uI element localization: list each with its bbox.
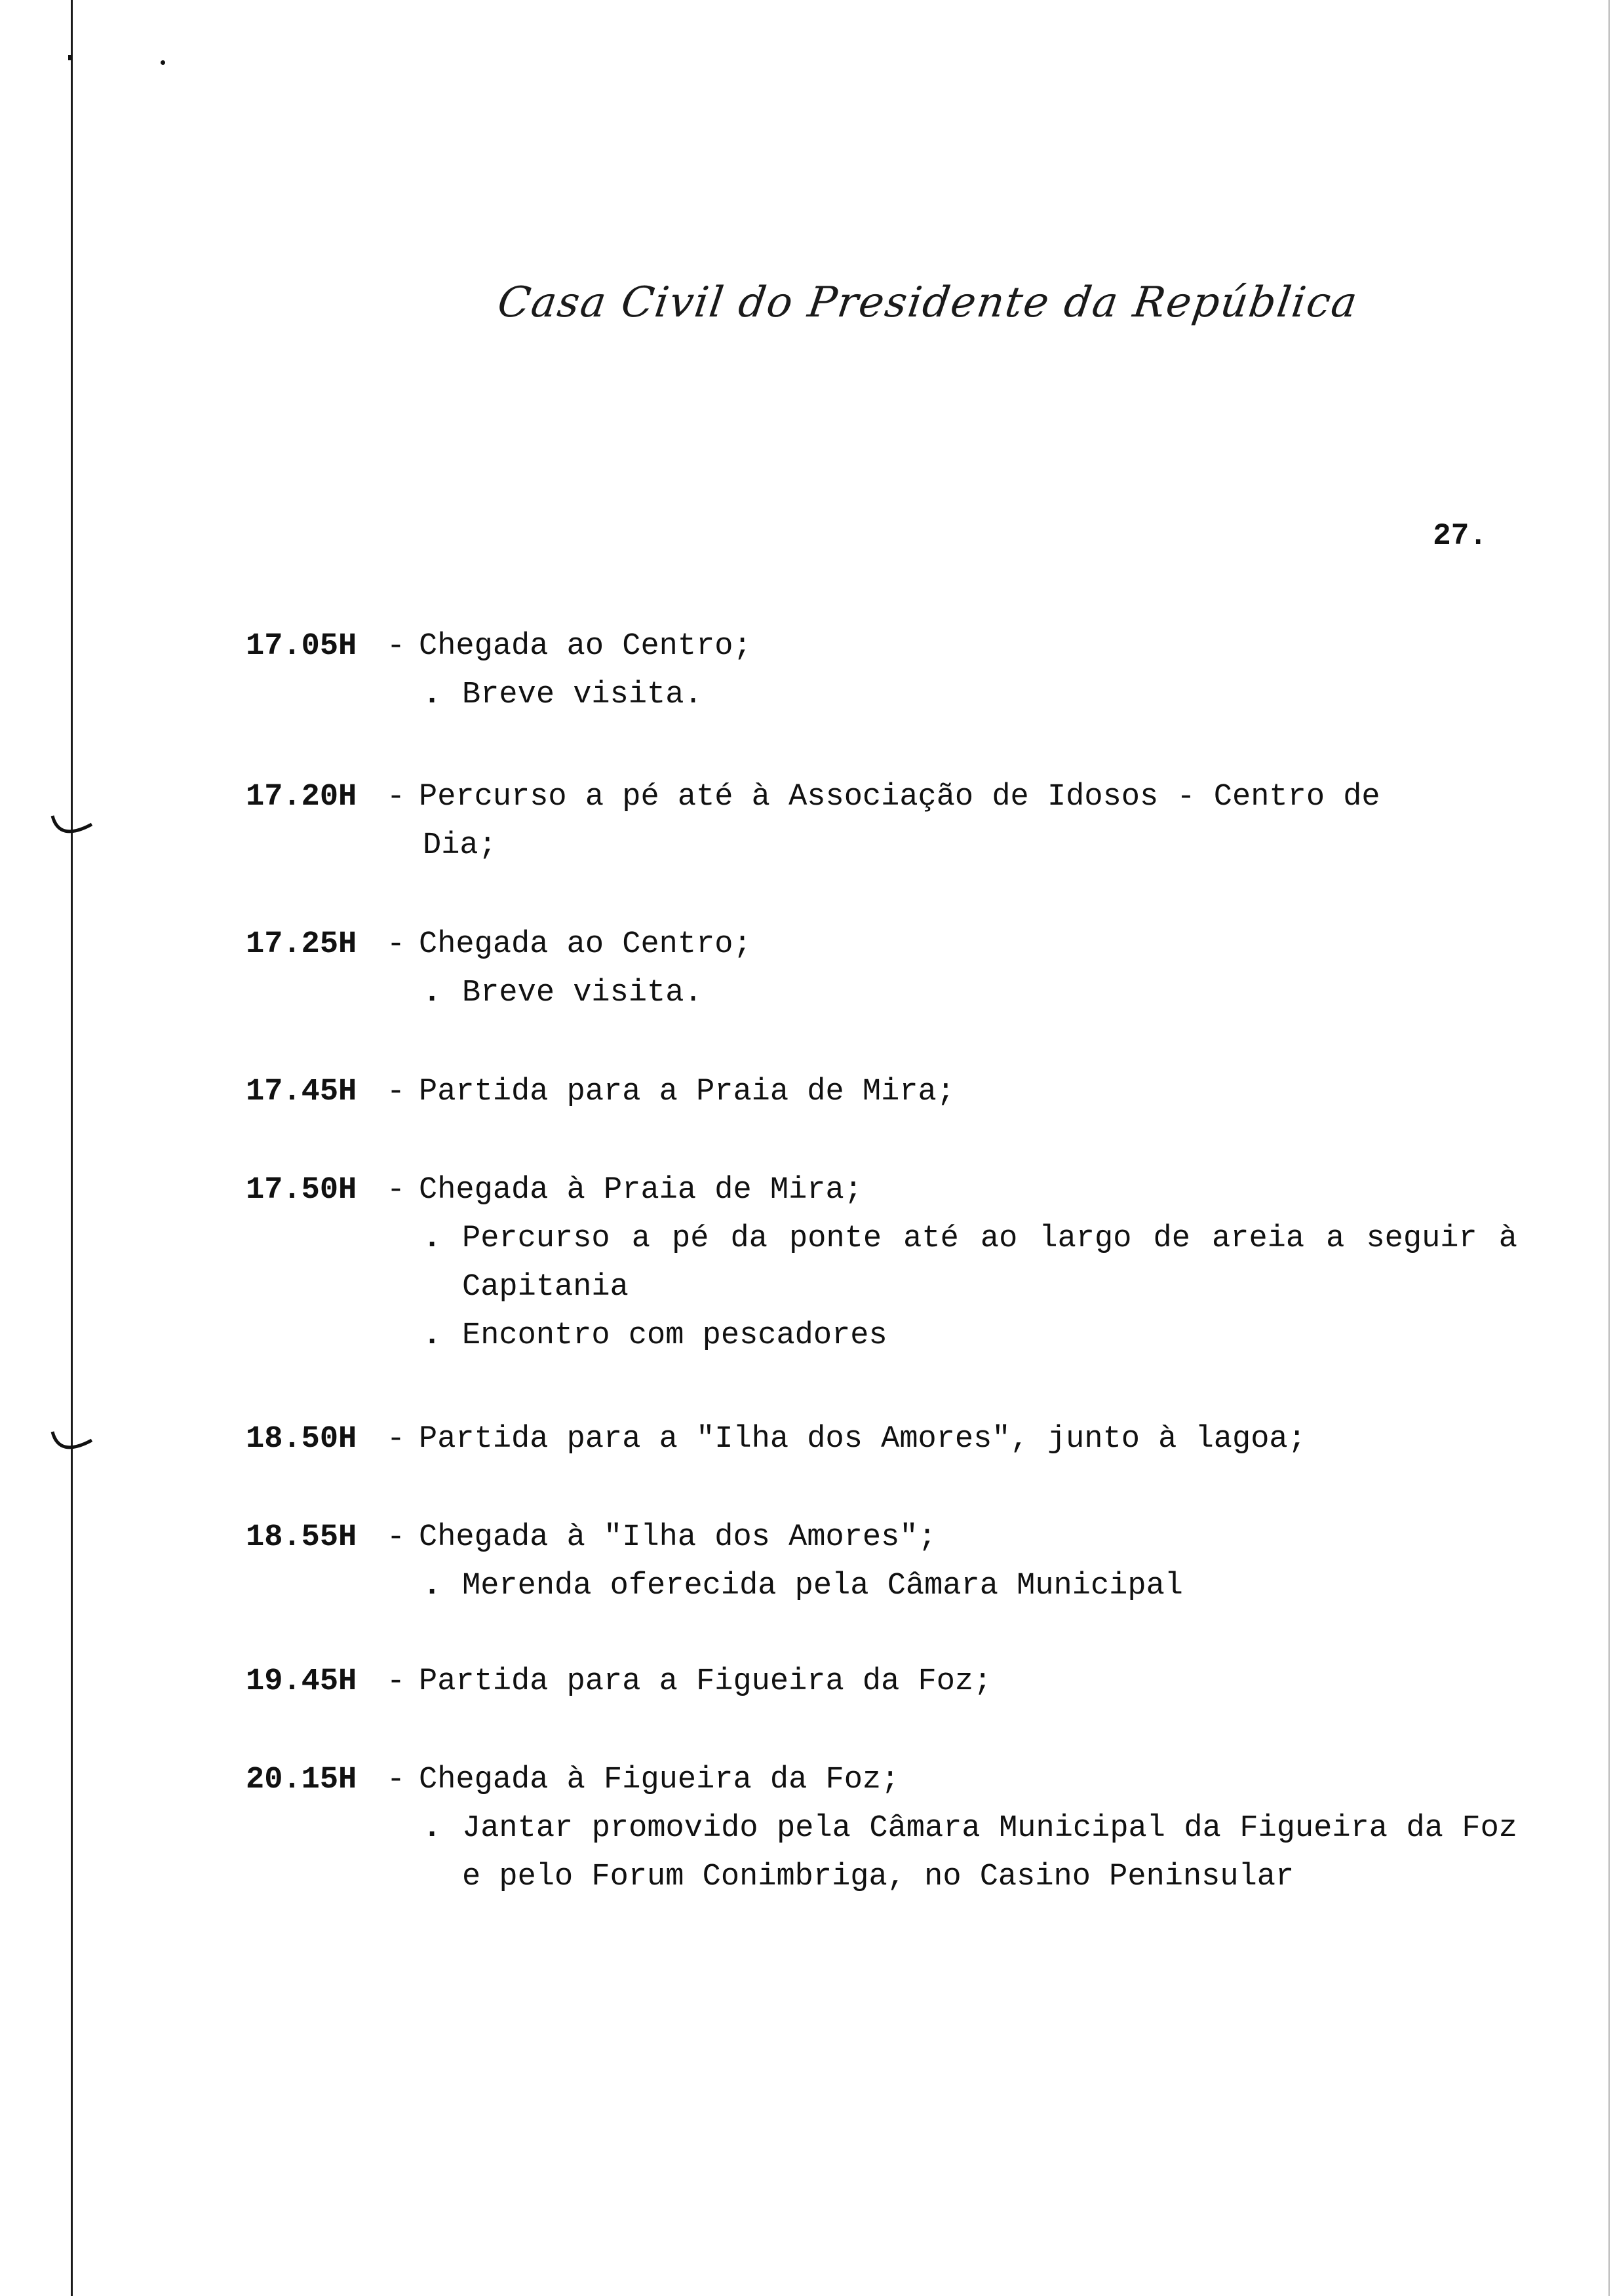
entry-text: Partida para a "Ilha dos Amores", junto à lagoa; — [419, 1422, 1306, 1457]
entry-dash: - — [386, 1664, 406, 1699]
entry-dash: - — [386, 1173, 406, 1208]
schedule-entry — [246, 1166, 1517, 1360]
entry-time: 17.05H — [246, 629, 357, 664]
entry-text: Chegada à Figueira da Foz; — [419, 1763, 900, 1797]
entry-main-line — [246, 1068, 1517, 1117]
schedule-entry — [246, 773, 1517, 870]
schedule-entry — [246, 1514, 1517, 1611]
entry-time: 19.45H — [246, 1664, 357, 1699]
entry-text: Chegada ao Centro; — [419, 629, 752, 664]
entry-dash: - — [386, 1763, 406, 1797]
subitem-text: Breve visita. — [462, 678, 703, 712]
punch-hole-mark-lower — [46, 1428, 98, 1468]
entry-subitem — [423, 1312, 1517, 1360]
subitem-text: Encontro com pescadores — [462, 1318, 887, 1353]
entry-dash: - — [386, 1520, 406, 1555]
entry-time: 18.55H — [246, 1520, 357, 1555]
schedule-entry — [246, 1658, 1517, 1706]
entry-main-line — [246, 1658, 1517, 1706]
entry-dash: - — [386, 1422, 406, 1457]
subitem-bullet: . — [423, 1569, 442, 1603]
entry-text: Chegada à Praia de Mira; — [419, 1173, 863, 1208]
entry-time: 18.50H — [246, 1422, 357, 1457]
entry-main-line — [246, 1756, 1517, 1805]
subitem-text: Breve visita. — [462, 976, 703, 1010]
subitem-text: Percurso a pé da ponte até ao largo de areia a seguir à Capitania — [462, 1221, 1517, 1305]
entry-main-line — [246, 1415, 1517, 1464]
subitem-text: Merenda oferecida pela Câmara Municipal — [462, 1569, 1183, 1603]
entry-time: 17.25H — [246, 927, 357, 962]
entry-main-line — [246, 921, 1517, 969]
entry-dash: - — [386, 927, 406, 962]
entry-subitem — [423, 1805, 1517, 1902]
entry-text: Partida para a Figueira da Foz; — [419, 1664, 992, 1699]
letterhead: Casa Civil do Presidente da República — [494, 278, 1361, 327]
schedule-entry — [246, 1415, 1517, 1464]
ink-speck — [68, 55, 72, 60]
subitem-bullet: . — [423, 976, 442, 1010]
entry-time: 17.20H — [246, 780, 357, 814]
binder-margin-line — [71, 0, 73, 2296]
entry-time: 17.50H — [246, 1173, 357, 1208]
entry-subitem — [423, 969, 1517, 1018]
entry-subitem — [423, 671, 1517, 719]
schedule-entry — [246, 921, 1517, 1018]
schedule-entry — [246, 622, 1517, 719]
punch-hole-mark-upper — [46, 813, 98, 852]
subitem-bullet: . — [423, 1221, 442, 1256]
entry-text: Partida para a Praia de Mira; — [419, 1075, 955, 1109]
ink-speck — [161, 60, 165, 65]
subitem-bullet: . — [423, 678, 442, 712]
entry-dash: - — [386, 780, 406, 814]
entry-subitem — [423, 1215, 1517, 1312]
subitem-bullet: . — [423, 1318, 442, 1353]
entry-dash: - — [386, 629, 406, 664]
page-number: 27. — [1433, 519, 1487, 553]
entry-text: Chegada à "Ilha dos Amores"; — [419, 1520, 937, 1555]
entry-main-line — [246, 1166, 1517, 1215]
entry-text-continuation: Dia; — [423, 828, 497, 863]
entry-time: 17.45H — [246, 1075, 357, 1109]
schedule-entry — [246, 1756, 1517, 1902]
right-edge-line — [1608, 0, 1610, 2296]
entry-dash: - — [386, 1075, 406, 1109]
entry-time: 20.15H — [246, 1763, 357, 1797]
entry-main-line — [246, 622, 1517, 671]
schedule-entry — [246, 1068, 1517, 1117]
subitem-bullet: . — [423, 1811, 442, 1846]
entry-subitem — [423, 1562, 1517, 1611]
entry-main-line — [246, 1514, 1517, 1562]
entry-main-line — [246, 773, 1517, 822]
entry-text: Chegada ao Centro; — [419, 927, 752, 962]
entry-text: Percurso a pé até à Associação de Idosos - Centro de — [419, 780, 1380, 814]
subitem-text: Jantar promovido pela Câmara Municipal da Figueira da Foz e pelo Forum Conimbriga, no Casino Peninsular — [462, 1811, 1517, 1894]
